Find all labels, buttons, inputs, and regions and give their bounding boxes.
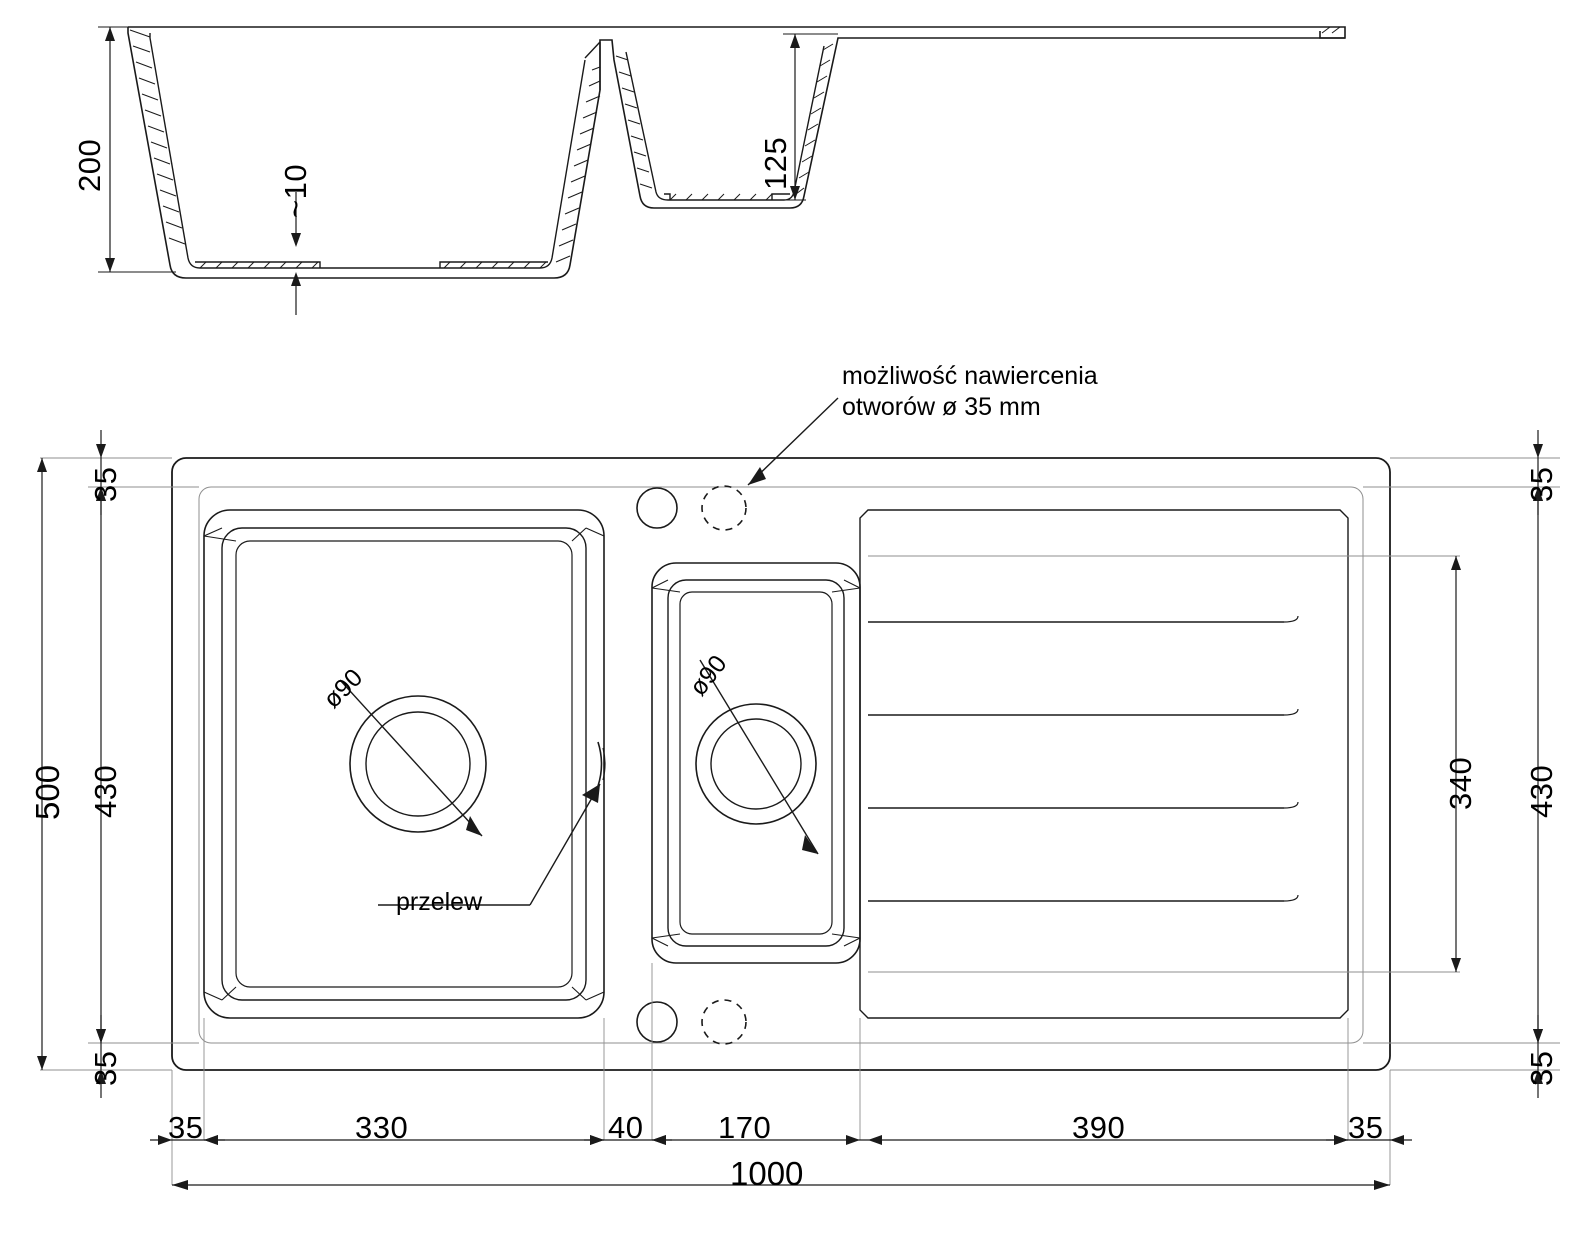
overflow-label: przelew [396,888,483,916]
dim-drainer-390: 390 [1072,1110,1126,1145]
drain-left-diameter-label: ø90 [318,663,369,714]
drain-right-diameter-label: ø90 [684,650,733,702]
dim-wall-thickness-10: ~10 [278,163,313,218]
dim-left-top-offset-35: 35 [88,466,123,502]
plan-view [37,398,1560,1190]
dim-right-top-offset-35: 35 [1524,466,1559,502]
dim-drainer-inner-340: 340 [1443,756,1478,810]
dim-right-430: 430 [1524,764,1559,818]
dim-total-depth-500: 500 [29,764,66,820]
dim-small-bowl-170: 170 [718,1110,772,1145]
tap-hole-note-line1: możliwość nawiercenia [842,362,1098,390]
dim-left-edge-35: 35 [168,1110,204,1145]
dim-bowl-depth-200: 200 [72,138,107,192]
dim-main-bowl-330: 330 [355,1110,409,1145]
tap-hole-note-line2: otworów ø 35 mm [842,393,1041,421]
dim-divider-40: 40 [608,1110,644,1145]
dim-right-bottom-offset-35: 35 [1524,1050,1559,1086]
dim-left-bottom-offset-35: 35 [88,1050,123,1086]
dim-total-width-1000: 1000 [730,1155,804,1192]
dim-drainer-depth-125: 125 [758,136,793,190]
dim-right-edge-35: 35 [1348,1110,1384,1145]
dim-left-bowl-430: 430 [88,764,123,818]
